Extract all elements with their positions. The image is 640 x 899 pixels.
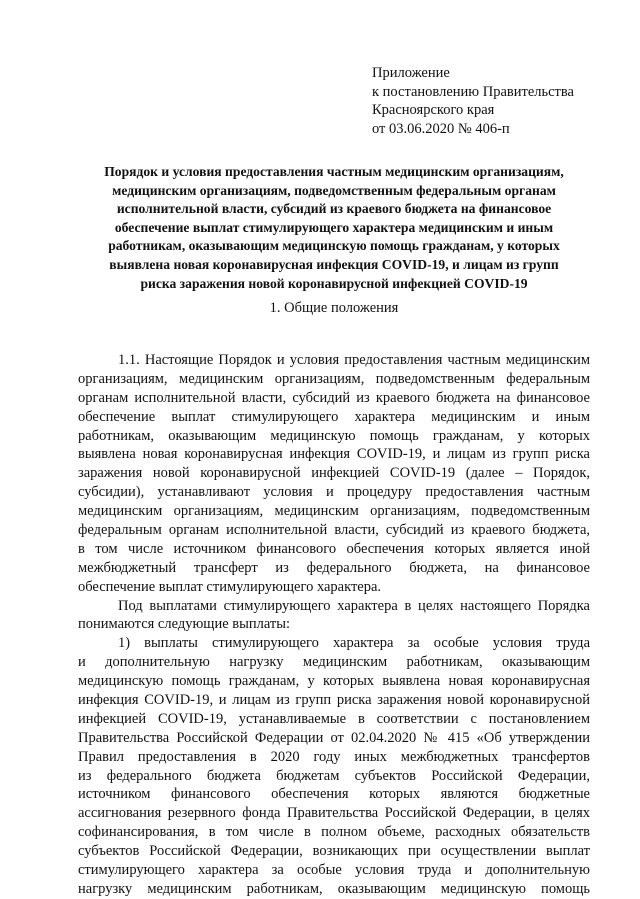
body-line: и дополнительную нагрузку медицинским работникам, оказывающим [78, 654, 590, 671]
body-line: 1) выплаты стимулирующего характера за особые условия труда [118, 635, 590, 652]
appendix-line: к постановлению Правительства [372, 83, 574, 100]
title-line: Порядок и условия предоставления частным медицинским организациям, [104, 164, 564, 179]
body-line: Под выплатами стимулирующего характера в целях настоящего Порядка [118, 597, 590, 614]
title-line: выявлена новая коронавирусная инфекция COVID-19, и лицам из групп [109, 256, 559, 272]
title-line: исполнительной власти, субсидий из краевого бюджета на финансовое [116, 201, 552, 217]
body-line: обеспечение выплат стимулирующего характера медицинским и иным [78, 408, 590, 425]
title-line: риска заражения новой коронавирусной инфекцией COVID-19 [140, 275, 528, 291]
body-line: субсидии), устанавливают условия и процедуру предоставления частным [78, 484, 590, 501]
document-title [78, 163, 590, 293]
body-line: нагрузку медицинским работникам, оказывающим медицинскую помощь [78, 880, 590, 897]
title-line: медицинским организациям, подведомственным федеральным органам [112, 182, 556, 198]
body-line: софинансирования, в том числе в полном объеме, расходных обязательств [78, 824, 590, 841]
body-line: инфекция COVID-19, и лицам из групп риска заражения новой коронавирусной [78, 692, 590, 709]
body-line: понимаются следующие выплаты: [78, 616, 291, 633]
body-line: инфекцией COVID-19, устанавливаемые в соответствии с постановлением [78, 710, 590, 727]
section-heading: 1. Общие положения [269, 300, 399, 316]
body-line: обеспечение выплат стимулирующего характера. [78, 578, 382, 595]
body-line: медицинскую помощь гражданам, у которых выявлена новая коронавирусная [78, 673, 590, 690]
title-line: обеспечение выплат стимулирующего характера медицинским и иным [114, 219, 554, 235]
body-line: медицинским организациям, медицинским организациям, подведомственным [78, 503, 590, 520]
body-line: выявлена новая коронавирусная инфекция COVID-19, и лицам из групп риска [78, 446, 590, 463]
body-line: стимулирующего характера за особые условия труда и дополнительную [78, 862, 590, 879]
body-line: из федерального бюджета бюджетам субъектов Российской Федерации, [78, 767, 590, 784]
body-line: организациям, медицинским организациям, подведомственным федеральным [78, 370, 590, 387]
body-line: работникам, оказывающим медицинскую помощь гражданам, у которых [78, 427, 590, 444]
body-line: федеральным органам исполнительной власти, субсидий из краевого бюджета, [78, 522, 590, 539]
appendix-line: Приложение [372, 65, 450, 81]
body-line: Правил предоставления в 2020 году иных межбюджетных трансфертов [78, 748, 590, 765]
appendix-line: Красноярского края [372, 102, 495, 119]
body-line: межбюджетный трансферт из федерального бюджета, на финансовое [78, 559, 590, 576]
body-text [78, 351, 590, 899]
body-line: в том числе источником финансового обеспечения которых является иной [78, 540, 590, 557]
body-line: органам исполнительной власти, субсидий из краевого бюджета на финансовое [78, 389, 590, 406]
body-line: ассигнования резервного фонда Правительства Российской Федерации, в целях [78, 805, 590, 822]
appendix-block [372, 64, 622, 138]
body-line: заражения новой коронавирусной инфекцией COVID-19 (далее – Порядок, [78, 465, 590, 482]
appendix-line: от 03.06.2020 № 406-п [372, 120, 510, 137]
body-line: источником финансового обеспечения которых являются бюджетные [78, 786, 590, 803]
title-line: работникам, оказывающим медицинскую помощь гражданам, у которых [108, 238, 560, 254]
body-line: Правительства Российской Федерации от 02.04.2020 № 415 «Об утверждении [78, 729, 590, 746]
body-line: 1.1. Настоящие Порядок и условия предоставления частным медицинским [118, 352, 590, 368]
body-line: субъектов Российской Федерации, возникающих при осуществлении выплат [78, 843, 590, 860]
